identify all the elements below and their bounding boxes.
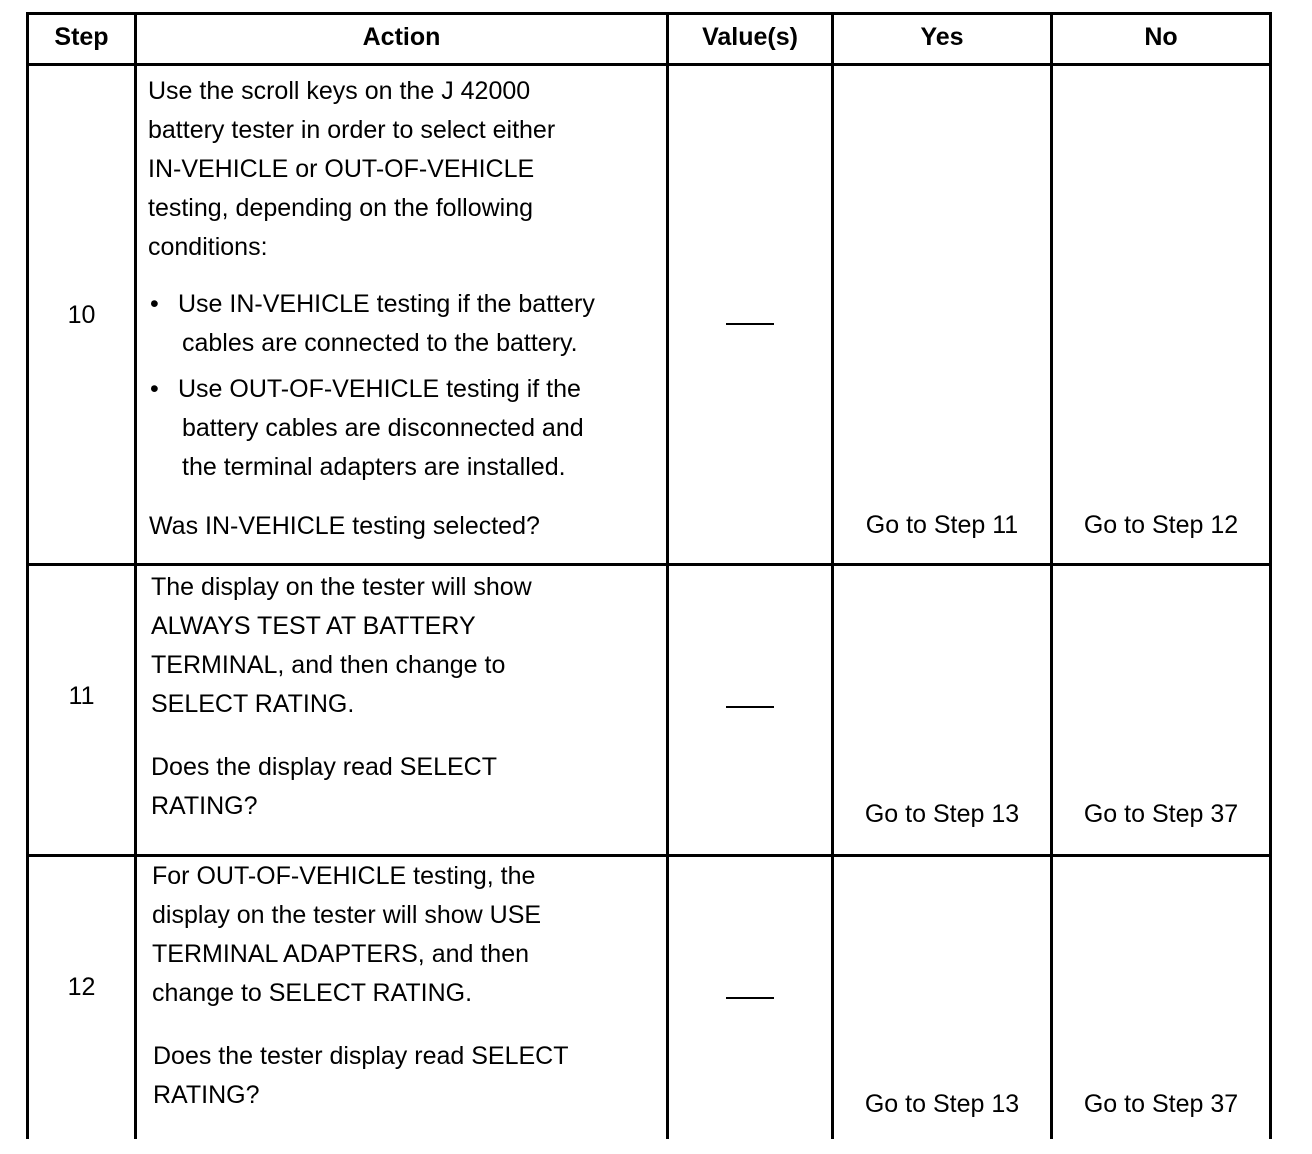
step-cell: [29, 857, 137, 1139]
value-dash: [726, 997, 774, 999]
no-cell: [1053, 566, 1269, 854]
action-line: The display on the tester will show: [151, 573, 532, 601]
yes-cell: [834, 566, 1053, 854]
bullet-icon: •: [150, 375, 159, 403]
action-line: testing, depending on the following: [148, 194, 534, 222]
step-number: 11: [68, 682, 95, 710]
step-number: 12: [67, 973, 96, 1001]
question-line: Does the display read SELECT: [151, 753, 498, 781]
header-yes: Yes: [834, 15, 1053, 63]
action-line: battery tester in order to select either: [148, 116, 556, 144]
no-goto-step: Go to Step 37: [1083, 1090, 1239, 1118]
yes-cell: [834, 66, 1053, 563]
table-row-step-10: [29, 66, 1269, 566]
yes-goto-step: Go to Step 13: [864, 800, 1020, 828]
value-cell: [669, 857, 834, 1139]
action-line: TERMINAL ADAPTERS, and then: [152, 940, 530, 968]
no-cell: [1053, 857, 1269, 1139]
yes-goto-step: Go to Step 13: [864, 1090, 1020, 1118]
action-question: [153, 1037, 658, 1115]
value-dash: [726, 706, 774, 708]
action-cell: [137, 566, 669, 854]
no-cell: [1053, 66, 1269, 563]
action-instructions: [152, 857, 658, 1013]
condition-line: Use IN-VEHICLE testing if the battery: [178, 290, 595, 318]
condition-line: battery cables are disconnected and: [182, 414, 584, 442]
step-cell: [29, 566, 137, 854]
header-action: Action: [137, 15, 669, 63]
action-cell: [137, 66, 669, 563]
step-number: 10: [67, 301, 96, 329]
condition-item: [148, 285, 658, 363]
header-step: Step: [29, 15, 137, 63]
condition-list: [148, 285, 658, 494]
action-instructions: [151, 568, 658, 724]
table-row-step-12: [29, 857, 1269, 1139]
question-line: Does the tester display read SELECT: [153, 1042, 569, 1070]
value-dash: [726, 323, 774, 325]
header-no: No: [1144, 23, 1178, 51]
yes-cell: [834, 857, 1053, 1139]
action-line: For OUT-OF-VEHICLE testing, the: [152, 862, 536, 890]
action-line: ALWAYS TEST AT BATTERY: [151, 612, 476, 640]
action-line: TERMINAL, and then change to: [151, 651, 506, 679]
header-values: Value(s): [669, 15, 834, 63]
table-row-step-11: [29, 566, 1269, 857]
condition-line: the terminal adapters are installed.: [182, 453, 566, 481]
action-line: SELECT RATING.: [151, 690, 355, 718]
question-line: Was IN-VEHICLE testing selected?: [149, 512, 540, 540]
action-line: Use the scroll keys on the J 42000: [148, 77, 531, 105]
question-line: RATING?: [151, 792, 258, 820]
yes-goto-step: Go to Step 11: [865, 511, 1019, 539]
condition-line: Use OUT-OF-VEHICLE testing if the: [178, 375, 581, 403]
value-cell: [669, 566, 834, 854]
action-question: [151, 748, 658, 826]
condition-item: [148, 370, 658, 487]
step-cell: [29, 66, 137, 563]
action-line: change to SELECT RATING.: [152, 979, 473, 1007]
diagnostic-table: [26, 12, 1272, 1139]
action-instructions: [148, 72, 658, 267]
value-cell: [669, 66, 834, 563]
action-cell: [137, 857, 669, 1139]
action-question: [149, 507, 658, 546]
condition-line: cables are connected to the battery.: [182, 329, 578, 357]
no-goto-step: Go to Step 12: [1083, 511, 1239, 539]
no-goto-step: Go to Step 37: [1083, 800, 1239, 828]
table-header-row: [29, 15, 1269, 66]
action-line: display on the tester will show USE: [152, 901, 542, 929]
question-line: RATING?: [153, 1081, 260, 1109]
bullet-icon: •: [150, 290, 159, 318]
action-line: IN-VEHICLE or OUT-OF-VEHICLE: [148, 155, 535, 183]
action-line: conditions:: [148, 233, 268, 261]
